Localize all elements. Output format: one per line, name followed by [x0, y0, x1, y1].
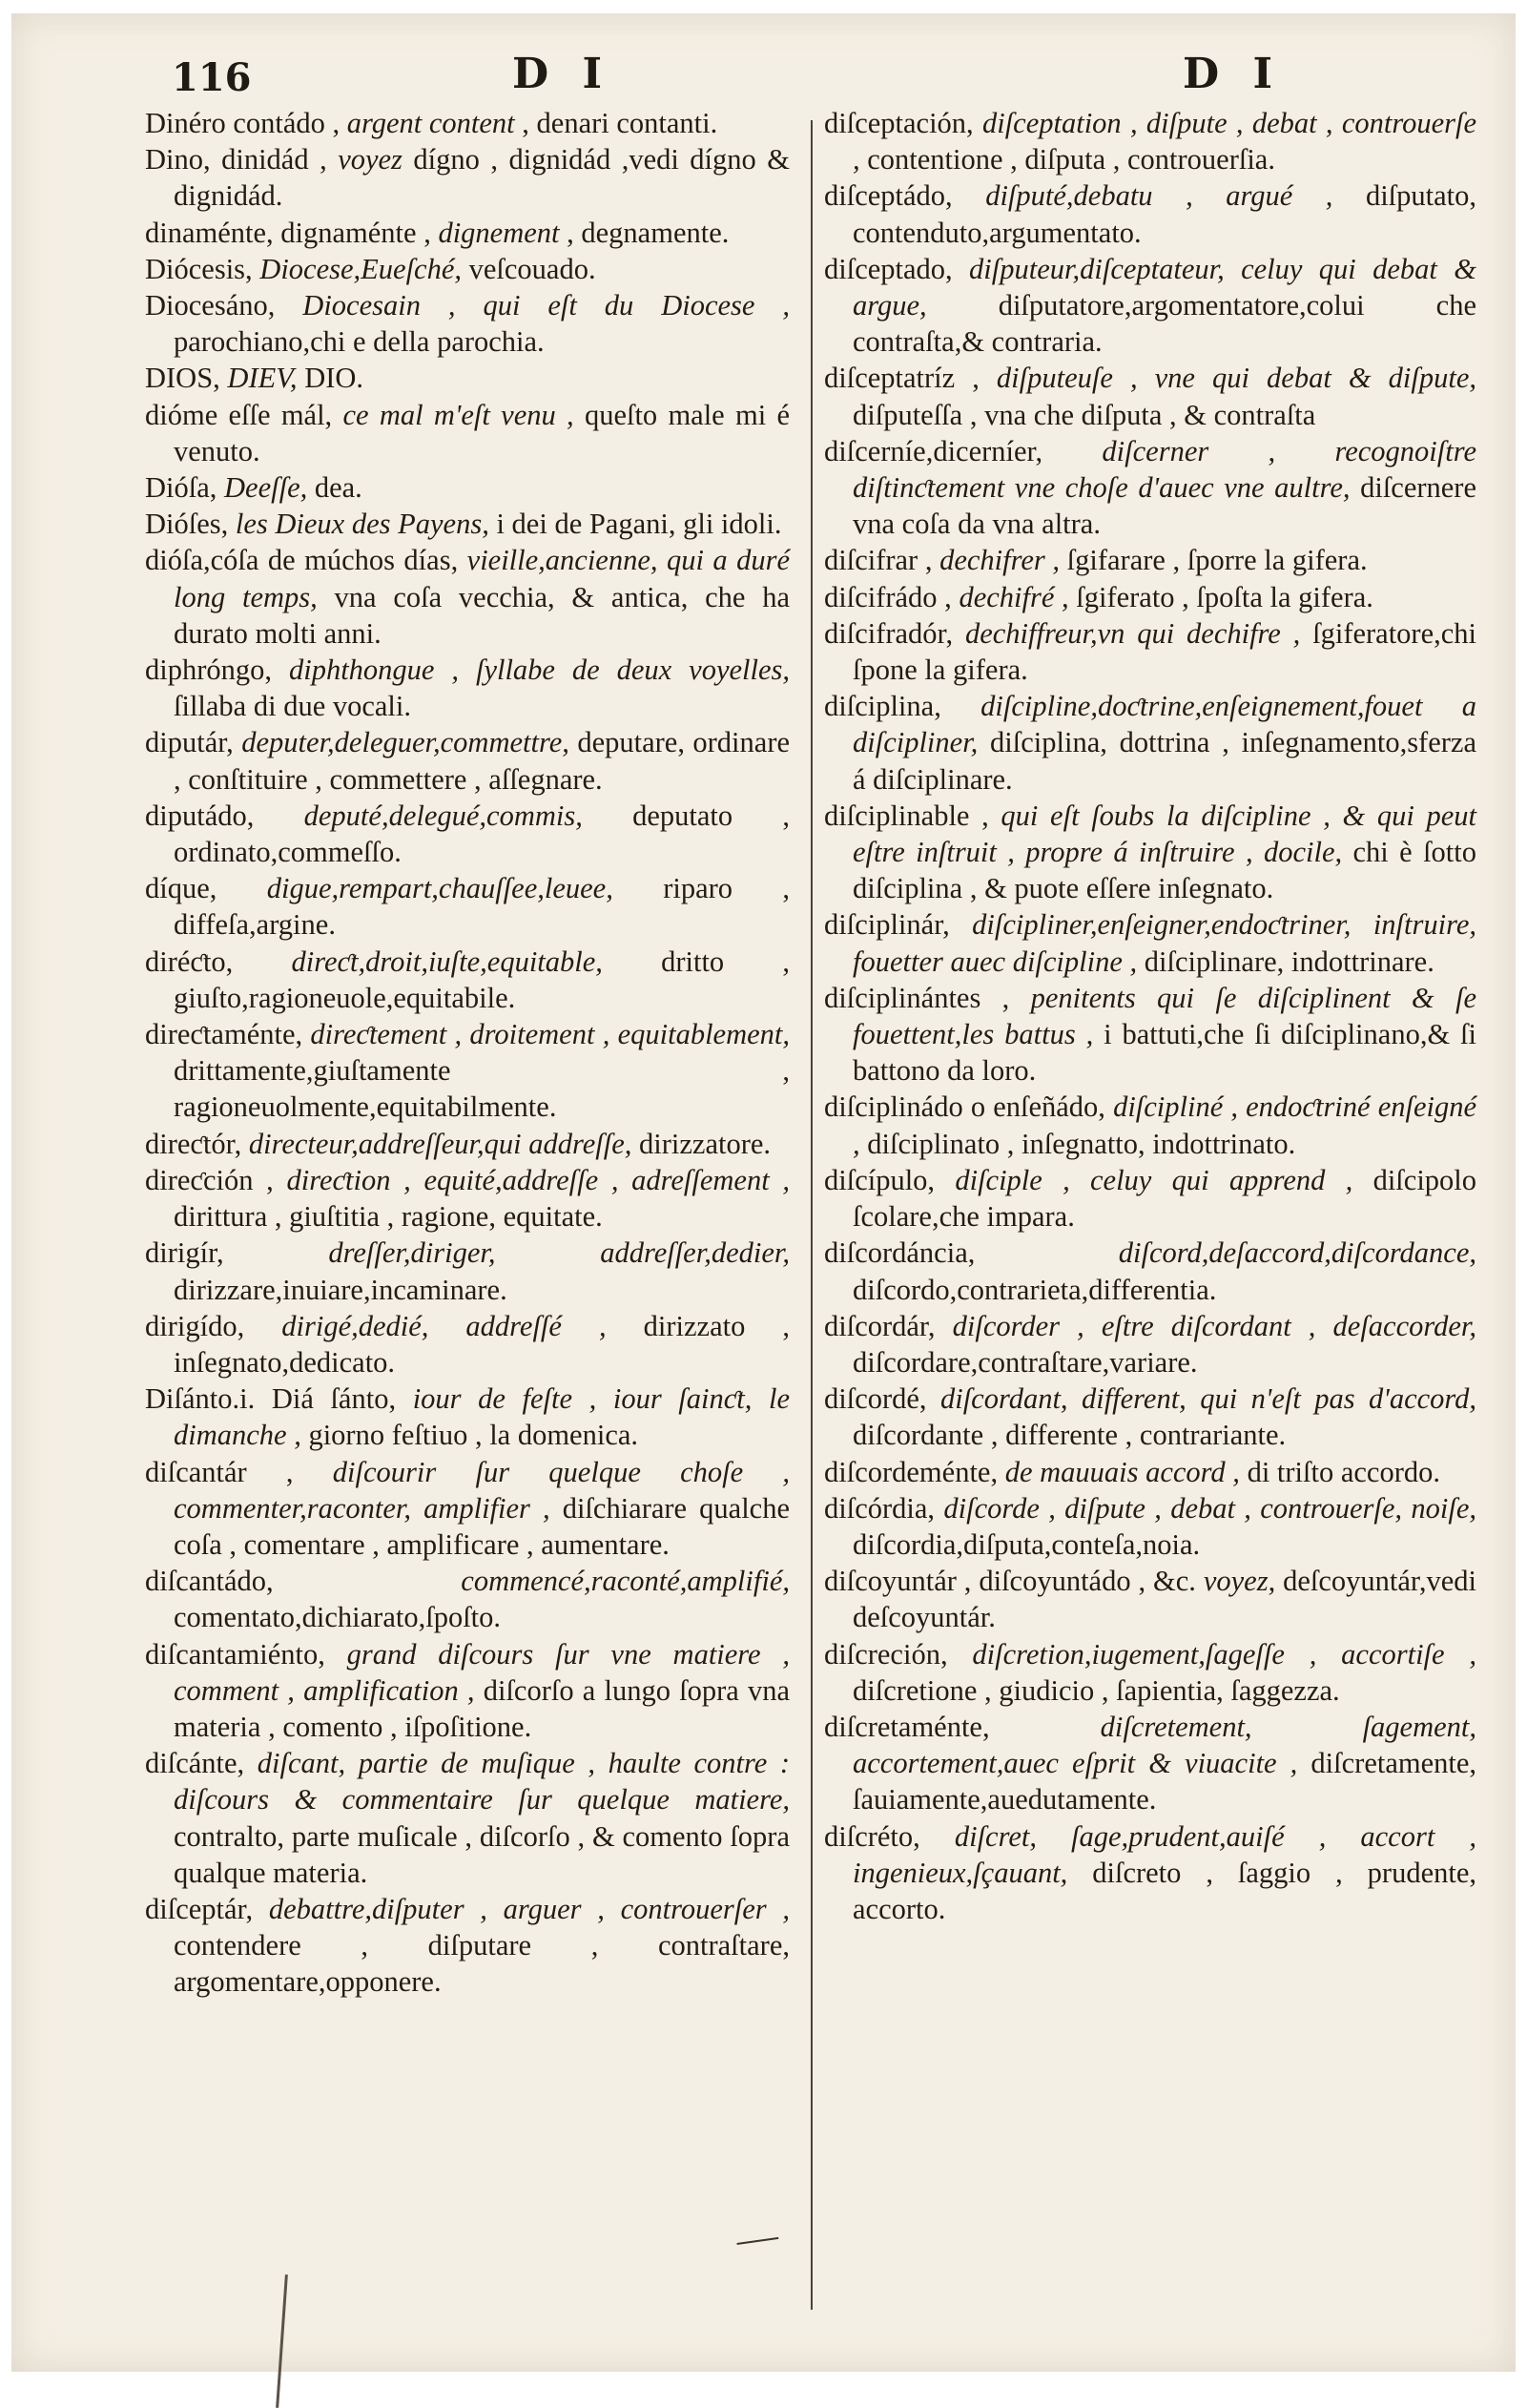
entry-italian: contralto, parte muſicale , diſcorſo , & comento ſopra qualque materia. [174, 1819, 790, 1889]
entry-french: diſputé,debatu , argué , [985, 179, 1333, 213]
entry-headword: diſcordár, [824, 1309, 936, 1342]
entry-french: diſcant, partie de muſique , haulte contre : diſcours & commentaire ſur quelque matiere, [174, 1747, 791, 1816]
dictionary-entry [824, 542, 1476, 578]
dictionary-entry [145, 542, 790, 652]
entry-headword: dióme eſſe mál, [145, 398, 333, 431]
entry-headword: diſciplinable , [824, 799, 989, 832]
entry-french: diſcipliné , endoƈtriné enſeigné , [853, 1090, 1477, 1160]
dictionary-entry [824, 251, 1476, 361]
entry-headword: DIOS, [145, 362, 220, 395]
entry-french: DIEV, [227, 362, 298, 395]
entry-headword: diſcantádo, [145, 1565, 274, 1598]
entry-italian: diſcordare,contraſtare,variare. [853, 1345, 1198, 1379]
dictionary-entry [145, 652, 790, 724]
entry-italian: riparo , diffeſa,argine. [174, 872, 791, 942]
entry-headword: diſcánte, [145, 1747, 245, 1780]
entry-headword: Diſánto.i. Diá ſánto, [145, 1382, 397, 1416]
entry-headword: diſcantár , [145, 1455, 294, 1488]
entry-headword: dirigído, [145, 1309, 245, 1342]
left-column [145, 105, 790, 2001]
entry-italian: diſcretione , giudicio , ſapientia, ſaggezza. [853, 1673, 1340, 1707]
entry-headword: direƈtór, [145, 1127, 242, 1160]
entry-headword: diſcoyuntár , diſcoyuntádo , &c. [824, 1565, 1196, 1598]
entry-french: diſputeuſe , vne qui debat & diſpute, [996, 362, 1476, 395]
running-head-right: D I [1183, 50, 1283, 98]
entry-french: dechifré , [959, 580, 1069, 613]
entry-headword: dirigír, [145, 1236, 224, 1270]
entry-french: commencé,raconté,amplifié, [461, 1565, 790, 1598]
dictionary-entry [824, 1162, 1476, 1235]
entry-french: Diocese,Eueſché, [259, 252, 462, 285]
dictionary-entry [145, 1563, 790, 1635]
entry-italian: DIO. [304, 362, 364, 395]
entry-french: voyez, [1203, 1565, 1276, 1598]
dictionary-entry [145, 1016, 790, 1126]
entry-italian: chi è ſotto diſciplina , & puote eſſere inſegnato. [853, 836, 1476, 905]
dictionary-entry [824, 1235, 1476, 1307]
entry-french: direƈtion , equité,addreſſe , adreſſement , [286, 1163, 791, 1196]
entry-italian: i battuti,che ſi diſciplinano,& ſi battono da loro. [853, 1018, 1477, 1088]
dictionary-entry [145, 1126, 790, 1162]
entry-italian: deputare, ordinare , conſtituire , commettere , aſſegnare. [174, 726, 791, 796]
dictionary-entry [824, 579, 1476, 615]
entry-headword: diſcifrádo , [824, 580, 952, 613]
entry-headword: diſcórdia, [824, 1491, 936, 1525]
dictionary-entry [824, 1454, 1476, 1490]
entry-italian: diſputeſſa , vna che diſputa , & contraſta [853, 398, 1316, 431]
entry-french: directeur,addreſſeur,qui addreſſe, [248, 1127, 632, 1160]
dictionary-entry [145, 360, 790, 396]
dictionary-entry [145, 215, 790, 251]
dictionary-entry [145, 1454, 790, 1564]
entry-french: diſceptation , diſpute , debat , controuerſe , [853, 107, 1476, 176]
margin-mark [736, 2232, 779, 2245]
entry-italian: diſchiarare qualche coſa , comentare , amplificare , aumentare. [174, 1491, 790, 1561]
entry-italian: diſciplina, dottrina , inſegnamento,sferza á diſciplinare. [853, 726, 1476, 796]
dictionary-entry [824, 1563, 1476, 1635]
dictionary-entry [145, 105, 790, 141]
entry-french: Diocesain , qui eſt du Diocese , [302, 289, 791, 322]
entry-italian: diſcipolo ſcolare,che impara. [853, 1163, 1477, 1234]
entry-italian: comentato,dichiarato,ſpoſto. [174, 1601, 502, 1634]
dictionary-entry [824, 906, 1476, 979]
entry-french: diſcretion,iugement,ſageſſe , accortiſe , [972, 1637, 1477, 1671]
entry-italian: ſillaba di due vocali. [174, 690, 412, 723]
entry-italian: diſcretamente, ſauiamente,auedutamente. [853, 1747, 1477, 1816]
entry-french: direƈt,droit,iuſte,equitable, [291, 945, 603, 978]
entry-headword: Dinéro contádo , [145, 107, 340, 139]
entry-italian: dirizzato , inſegnato,dedicato. [174, 1309, 790, 1379]
entry-headword: dinaménte, dignaménte , [145, 216, 431, 249]
entry-headword: Dióſa, [145, 471, 217, 505]
entry-french: diſcorder , eſtre diſcordant , deſaccorder, [952, 1309, 1477, 1342]
entry-french: voyez [338, 143, 402, 176]
entry-italian: diſcreto , ſaggio , prudente, accorto. [853, 1856, 1477, 1925]
entry-italian: diſciplinato , inſegnatto, indottrinato. [867, 1127, 1296, 1160]
entry-headword: diſciplina, [824, 690, 941, 723]
dictionary-entry [824, 1636, 1476, 1709]
dictionary-entry [145, 397, 790, 469]
entry-italian: queſto male mi é venuto. [174, 398, 791, 467]
dictionary-entry [145, 870, 790, 943]
entry-headword: diſcréto, [824, 1819, 920, 1853]
entry-headword: diſcantamiénto, [145, 1637, 325, 1671]
entry-italian: , degnamente. [567, 216, 730, 249]
entry-italian: dígno , dignidád ,vedi dígno & dignidád. [174, 143, 790, 213]
page-header [11, 44, 1516, 101]
entry-italian: contendere , diſputare , contraſtare, argomentare,opponere. [174, 1929, 790, 1999]
dictionary-entry [824, 105, 1476, 177]
dictionary-page [11, 13, 1516, 2372]
dictionary-entry [145, 944, 790, 1016]
entry-headword: diſceptádo, [824, 179, 953, 213]
entry-headword: Diócesis, [145, 252, 253, 285]
entry-headword: diſciplinádo o enſeñádo, [824, 1090, 1105, 1124]
dictionary-entry [145, 1745, 790, 1891]
entry-headword: Dino, dinidád , [145, 143, 327, 176]
page-number: 116 [172, 55, 252, 100]
dictionary-entry [145, 1380, 790, 1453]
entry-french: les Dieux des Payens, [235, 508, 489, 541]
entry-french: grand diſcours ſur vne matiere , comment , amplification , [174, 1637, 790, 1707]
entry-italian: ſgifarare , ſporre la gifera. [1066, 544, 1368, 577]
entry-french: diſcerner , recognoiſtre diſtinƈtement vne choſe d'auec vne aultre, [853, 434, 1477, 505]
dictionary-entry [824, 1089, 1476, 1161]
dictionary-entry [824, 1380, 1476, 1453]
entry-headword: diſcretaménte, [824, 1710, 990, 1743]
entry-french: diſcret, ſage,prudent,auiſé , accort , ingenieux,ſçauant, [853, 1819, 1476, 1889]
entry-italian: di triſto accordo. [1247, 1455, 1440, 1488]
entry-french: diſcorde , diſpute , debat , controuerſe, noiſe, [943, 1491, 1476, 1525]
entry-headword: diſcifrar , [824, 544, 933, 577]
entry-french: argent content [346, 107, 515, 139]
entry-italian: deſcoyuntár,vedi deſcoyuntár. [853, 1565, 1477, 1634]
entry-italian: , denari contanti. [522, 107, 718, 139]
entry-headword: diſcifradór, [824, 616, 954, 650]
entry-headword: diſcordé, [824, 1382, 927, 1416]
entry-french: dechiffreur,vn qui dechifre , [964, 616, 1301, 650]
entry-italian: veſcouado. [468, 252, 596, 285]
entry-french: diſcipliner,enſeigner,endoƈtriner, inſtruire, fouetter auec diſcipline , [853, 908, 1476, 978]
entry-french: diſcourir ſur quelque choſe , commenter,raconter, amplifier , [174, 1455, 790, 1525]
entry-italian: parochiano,chi e della parochia. [174, 325, 545, 359]
entry-headword: diphróngo, [145, 654, 273, 687]
entry-headword: diſcordáncia, [824, 1236, 976, 1270]
entry-french: digue,rempart,chauſſee,leuee, [266, 872, 613, 905]
dictionary-entry [145, 251, 790, 287]
dictionary-entry [145, 1162, 790, 1235]
dictionary-entry [145, 1636, 790, 1746]
dictionary-entry [824, 433, 1476, 543]
entry-italian: diſcordia,diſputa,conteſa,noia. [853, 1527, 1201, 1561]
entry-headword: diſcordeménte, [824, 1455, 999, 1488]
entry-italian: contentione , diſputa , controuerſia. [867, 143, 1275, 176]
entry-headword: diſcípulo, [824, 1163, 936, 1196]
entry-headword: diputár, [145, 726, 234, 759]
dictionary-entry [145, 469, 790, 506]
entry-french: deputer,deleguer,commettre, [241, 726, 569, 759]
entry-italian: diſcernere vna coſa da vna altra. [853, 471, 1477, 541]
entry-italian: ſgiferatore,chi ſpone la gifera. [853, 616, 1477, 687]
entry-headword: diréƈto, [145, 945, 234, 978]
entry-french: debattre,diſputer , arguer , controuerſer , [268, 1892, 790, 1925]
dictionary-entry [824, 360, 1476, 432]
entry-french: diſcord,deſaccord,diſcordance, [1118, 1236, 1476, 1270]
entry-italian: dirizzatore. [639, 1127, 772, 1160]
entry-italian: ſgiferato , ſpoſta la gifera. [1076, 580, 1373, 613]
running-head-left: D I [512, 50, 612, 98]
entry-italian: drittamente,giuſtamente , ragioneuolmente,equitabilmente. [174, 1054, 790, 1124]
entry-headword: diſceptado, [824, 252, 953, 285]
entry-headword: diſcerníe,dicerníer, [824, 434, 1043, 467]
entry-french: diſputeur,diſceptateur, celuy qui debat & argue, [853, 252, 1476, 322]
entry-headword: Diocesáno, [145, 289, 276, 322]
entry-italian: dritto , giuſto,ragioneuole,equitabile. [174, 945, 790, 1014]
entry-italian: diſcordo,contrarieta,differentia. [853, 1273, 1217, 1306]
column-divider [811, 120, 813, 2310]
entry-headword: direƈtaménte, [145, 1018, 303, 1051]
entry-italian: dirittura , giuſtitia , ragione, equitate. [174, 1200, 603, 1234]
entry-italian: giorno feſtiuo , la domenica. [308, 1419, 639, 1452]
entry-headword: diſceptación, [824, 107, 974, 139]
entry-french: dechifrer , [939, 544, 1061, 577]
dictionary-entry [145, 287, 790, 360]
entry-italian: i dei de Pagani, gli idoli. [496, 508, 782, 541]
ink-stroke [276, 2274, 288, 2408]
dictionary-entry [824, 688, 1476, 798]
entry-headword: diputádo, [145, 799, 255, 832]
dictionary-entry [824, 1818, 1476, 1928]
dictionary-entry [824, 980, 1476, 1090]
entry-italian: dirizzare,inuiare,incaminare. [174, 1273, 507, 1306]
entry-headword: diſceptatríz , [824, 362, 980, 395]
entry-headword: dióſa,cóſa de múchos días, [145, 544, 459, 577]
entry-italian: diſputato, contenduto,argumentato. [853, 179, 1477, 249]
entry-french: dreſſer,diriger, addreſſer,dedier, [328, 1236, 790, 1270]
dictionary-entry [145, 1308, 790, 1380]
entry-french: diphthongue , ſyllabe de deux voyelles, [288, 654, 791, 687]
entry-french: dirigé,dedié, addreſſé , [281, 1309, 607, 1342]
dictionary-entry [145, 1891, 790, 2001]
entry-headword: Dióſes, [145, 508, 229, 541]
entry-italian: dea. [314, 471, 362, 505]
dictionary-entry [824, 615, 1476, 688]
dictionary-entry [824, 1709, 1476, 1818]
entry-french: diſciple , celuy qui apprend , [955, 1163, 1353, 1196]
entry-french: diſcretement, ſagement, accortement,auec eſprit & viuacite , [853, 1710, 1477, 1780]
entry-headword: diſciplinár, [824, 908, 950, 942]
entry-italian: diſciplinare, indottrinare. [1144, 945, 1434, 978]
entry-french: diſcordant, different, qui n'eſt pas d'accord, [939, 1382, 1477, 1416]
dictionary-entry [145, 141, 790, 214]
entry-italian: vna coſa vecchia, & antica, che ha durato molti anni. [174, 580, 790, 650]
dictionary-entry [824, 1490, 1476, 1563]
entry-french: de mauuais accord , [1004, 1455, 1240, 1488]
entry-headword: diſciplinántes , [824, 981, 1010, 1014]
dictionary-entry [824, 798, 1476, 907]
entry-french: diſcipline,doƈtrine,enſeignement,fouet a diſcipliner, [853, 690, 1476, 759]
entry-italian: diſcordante , differente , contrariante. [853, 1419, 1287, 1452]
entry-italian: diſcorſo a lungo ſopra vna materia , comento , iſpoſitione. [174, 1673, 790, 1743]
entry-headword: diſceptár, [145, 1892, 254, 1925]
entry-headword: díque, [145, 872, 217, 905]
dictionary-entry [824, 177, 1476, 250]
entry-french: vieille,ancienne, qui a duré long temps, [174, 544, 790, 613]
dictionary-entry [145, 1235, 790, 1307]
dictionary-entry [145, 798, 790, 870]
dictionary-entry [145, 724, 790, 797]
entry-french: penitents qui ſe diſciplinent & ſe fouettent,les battus , [853, 981, 1476, 1051]
dictionary-entry [824, 1308, 1476, 1380]
entry-french: deputé,delegué,commis, [303, 799, 583, 832]
dictionary-entry [145, 506, 790, 542]
entry-french: Deeſſe, [224, 471, 308, 505]
entry-italian: diſputatore,argomentatore,colui che contraſta,& contraria. [853, 289, 1476, 359]
entry-french: qui eſt ſoubs la diſcipline , & qui peut eſtre inſtruit , propre á inſtruire , docile, [853, 799, 1477, 869]
right-column [824, 105, 1476, 1927]
entry-french: iour de feſte , iour ſainƈt, le dimanche , [174, 1382, 791, 1452]
entry-french: dignement [438, 216, 560, 249]
entry-headword: diſcreción, [824, 1637, 948, 1671]
entry-headword: direƈción , [145, 1163, 274, 1196]
entry-french: direƈtement , droitement , equitablement, [310, 1018, 790, 1051]
entry-french: ce mal m'eſt venu , [342, 398, 574, 431]
entry-italian: deputato , ordinato,commeſſo. [174, 799, 791, 869]
